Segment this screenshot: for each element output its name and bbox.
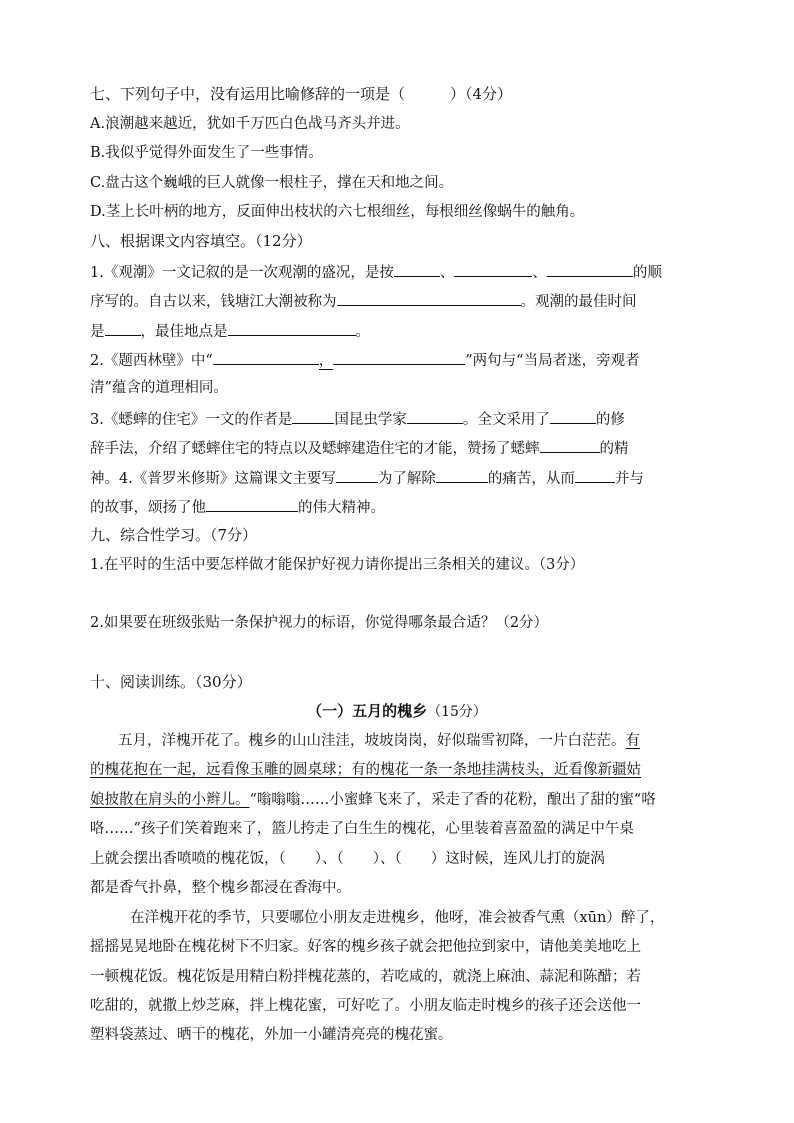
passage-p1-line1 [90, 731, 640, 751]
q8-item3-text-d: 的修 [595, 412, 625, 428]
answer-blank[interactable] [213, 349, 319, 365]
q8-item4-text-l: 的伟大精神。 [298, 500, 385, 516]
passage-p1-line2 [90, 760, 641, 780]
q7-heading: 七、下列句子中，没有运用比喻修辞的一项是（ ）（4分） [90, 85, 513, 103]
q9-item1: 1.在平时的生活中要怎样做才能保护好视力请你提出三条相关的建议。（3分） [90, 557, 585, 573]
p1-underlined: 娘披散在肩头的小辫儿。 [90, 792, 250, 808]
q8-item3-text-f: 的精 [599, 441, 629, 457]
q8-item1-line1 [90, 261, 662, 283]
q8-item3-line1 [90, 408, 625, 430]
passage-p1-line5: 上就会摆出香喷喷的槐花饭，（ ）、（ ）、（ ）这时候，连风儿打的旋涡 [90, 851, 605, 867]
answer-blank[interactable] [206, 496, 298, 512]
q8-item3-text-b: 国昆虫学家 [334, 412, 407, 428]
answer-blank[interactable] [337, 290, 521, 306]
q7-option-d: D.茎上长叶柄的地方，反面伸出枝状的六七根细丝，每根细丝像蜗牛的触角。 [90, 204, 585, 220]
p1-underlined: 的槐花抱在一起，远看像玉雕的圆桌球；有的槐花一条一条地挂满枝头，近看像新疆姑 [90, 762, 641, 778]
q8-item4-line2 [90, 496, 385, 518]
passage-p2-line1: 在洋槐开花的季节，只要哪位小朋友走进槐乡，他呀，准会被香气熏（xūn）醉了， [130, 910, 665, 926]
q8-item1-text-f: ，最佳地点是 [140, 324, 228, 340]
answer-blank[interactable] [333, 349, 465, 365]
passage-p2-line3: 一顿槐花饭。槐花饭是用精白粉拌槐花蒸的，若吃咸的，就浇上麻油、蒜泥和陈醋；若 [90, 969, 641, 985]
passage-p1-line4: 咯……”孩子们笑着跑来了，篮儿挎走了白生生的槐花，心里装着喜盈盈的满足中午桌 [90, 821, 634, 837]
answer-blank[interactable] [228, 320, 356, 336]
passage-title [0, 701, 794, 722]
passage-p1-line6: 都是香气扑鼻，整个槐乡都浸在香海中。 [90, 880, 351, 896]
q8-item4-text-i: 的痛苦，从而 [487, 471, 575, 487]
q8-item2-text-a: 2.《题西林壁》中“ [90, 353, 213, 369]
q7-option-c: C.盘古这个巍峨的巨人就像一根柱子，撑在天和地之间。 [90, 175, 454, 191]
q8-item1-text-c: 序写的。自古以来，钱塘江大潮被称为 [90, 294, 337, 310]
q8-item3-text-c: 。全文采用了 [462, 412, 550, 428]
q8-item4-text-h: 为了解除 [377, 471, 436, 487]
passage-p2-line2: 摇摇晃晃地卧在槐花树下不归家。好客的槐乡孩子就会把他拉到家中，请他美美地吃上 [90, 939, 641, 955]
answer-blank[interactable] [547, 261, 633, 277]
answer-blank[interactable] [336, 467, 378, 483]
p1-text: “嗡嗡嗡……小蜜蜂飞来了，采走了香的花粉，酿出了甜的蜜“咯 [249, 792, 656, 808]
q9-item2: 2.如果要在班级张贴一条保护视力的标语，你觉得哪条最合适？（2分） [90, 615, 549, 631]
q7-option-b: B.我似乎觉得外面发生了一些事情。 [90, 145, 323, 161]
q7-option-a: A.浪潮越来越近，犹如千万匹白色战马齐头并进。 [90, 116, 410, 132]
q8-item1-sep2: 、 [532, 265, 547, 281]
passage-p2-line5: 塑料袋蒸过、晒干的槐花，外加一小罐清亮亮的槐花蜜。 [90, 1027, 453, 1043]
q8-item1-sep1: 、 [439, 265, 455, 281]
q8-item1-text-g: 。 [355, 324, 370, 340]
q8-item3-text-e: 辞手法，介绍了蟋蟀住宅的特点以及蟋蟀建造住宅的才能，赞扬了蟋蟀 [90, 441, 540, 457]
passage-p1-line3 [90, 790, 656, 810]
answer-blank[interactable] [407, 408, 463, 424]
q9-heading: 九、综合性学习。（7分） [90, 526, 258, 544]
passage-score: （15分） [427, 704, 487, 720]
answer-blank[interactable] [575, 467, 615, 483]
q8-item2-text-b: ”两句与“当局者迷，旁观者 [465, 353, 640, 369]
q8-item1-text-d: 。观潮的最佳时间 [520, 294, 637, 310]
q8-item2-comma: ， [318, 353, 334, 369]
answer-blank[interactable] [394, 261, 440, 277]
q8-heading: 八、根据课文内容填空。（12分） [90, 232, 312, 250]
p1-text: 五月，洋槐开花了。槐乡的山山洼洼，坡坡岗岗，好似瑞雪初降，一片白茫茫。 [118, 733, 626, 749]
q8-item4-text-g: 神。4.《普罗米修斯》这篇课文主要写 [90, 471, 336, 487]
q8-item3-line2 [90, 437, 629, 459]
passage-p2-line4: 吃甜的，就撒上炒芝麻，拌上槐花蜜，可好吃了。小朋友临走时槐乡的孩子还会送他一 [90, 998, 641, 1014]
q8-item4-text-k: 的故事，颂扬了他 [90, 500, 206, 516]
q10-heading: 十、阅读训练。（30分） [90, 673, 252, 691]
q8-item4-line1 [90, 467, 644, 489]
q8-item2-line1 [90, 349, 640, 371]
answer-blank[interactable] [550, 408, 596, 424]
answer-blank[interactable] [105, 320, 141, 336]
answer-blank[interactable] [292, 408, 334, 424]
q8-item1-line2 [90, 290, 637, 312]
p1-underlined: 有 [625, 733, 640, 749]
q8-item2-line2: 清”蕴含的道理相同。 [90, 380, 228, 396]
answer-blank[interactable] [540, 437, 600, 453]
passage-title-text: （一）五月的槐乡 [307, 702, 428, 720]
q8-item1-line3 [90, 320, 370, 342]
answer-blank[interactable] [454, 261, 532, 277]
q8-item1-text-a: 1.《观潮》一文记叙的是一次观潮的盛况，是按 [90, 265, 394, 281]
q8-item1-text-e: 是 [90, 324, 105, 340]
q8-item3-text-a: 3.《蟋蟀的住宅》一文的作者是 [90, 412, 293, 428]
q8-item1-text-b: 的顺 [632, 265, 662, 281]
q8-item4-text-j: 并与 [614, 471, 644, 487]
answer-blank[interactable] [436, 467, 488, 483]
